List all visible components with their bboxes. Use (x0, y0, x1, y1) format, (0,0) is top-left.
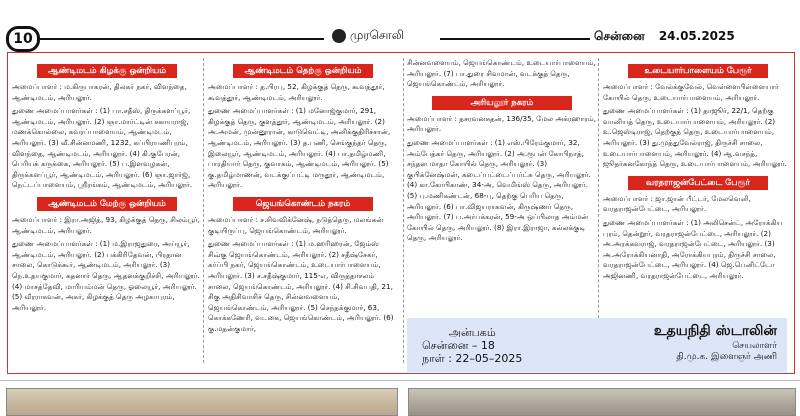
signatory-wing: தி.மு.க. இளைஞர் அணி (676, 352, 777, 362)
dateline (590, 29, 739, 45)
column-1 (12, 58, 202, 316)
section-title: வரதராஜன்பேட்டை பேரூர் (628, 176, 768, 190)
date-line: நாள் : 22–05–2025 (422, 352, 523, 365)
column-divider (203, 58, 204, 363)
paragraph: அமைப்பாளர் : வேல்க்குவேல், வெள்ளைபிள்ளையார் கோயில் தெரு, உடையார்பாளையம், அரியலூர். (603, 82, 779, 102)
paragraph: துணை அமைப்பாளர்கள் : (1) தாஜூர், 22/1, தெற்கு வானியத் தெரு, உடையார்பாளையம், அரியலூர். (2) உ.ஜெஸ்டிராஜ், தெற்குத் தெரு, உடையார்பாளையம், அரியலூர். (3) து.முத்துவேல்ராஜ், திருச்சி சாலை, உடையார்பாளையம், அரியலூர். (4) ஆ.வசந்த், ஜூதர்கனகோந்த் தெரு, உடையார்பாளையம், அரியலூர். (603, 106, 787, 169)
paragraph: அமைப்பாளர் : ஜா.ஜான் பீட்டர், மேலவெளி, வரதராஜன்பேட்டை, அரியலூர். (603, 193, 751, 214)
paragraph: துணை அமைப்பாளர்கள் : (1) ம.ஹரிஹரன், ஜேம்ஸ் சிவ்கு ஜெயங்கொண்டம், அரியலூர். (2) சதீஷ்சேகர், கர்ப்பி நகர், ஜெயங்கொண்டம், உடையார்பாளையம், அரியலூர். (3) ச.சதீஷ்குமார், 115-எ, விருத்தாசலம் சாலை, ஜெயங்கொண்டம், அரியலூர். (4) சி.சிவபதி, 21, சிகு அதிசிவாசிச் தெரு, சின்னவளையம், ஜெயங்கொண்டம், அரியலூர். (5) செந்தக்குமார், 63, கொக்கணேரி, வடகை, ஜெயங்கொண்டம், அரியலூர். (6) கு.மதன்குமார், (208, 239, 394, 333)
paragraph: அமைப்பாளர் : ச.சிவவிக்னேஷ், நடுத்தெரு, மலங்கன் குடியிருப்பு, ஜெயங்கொண்டம், அரியலூர். (208, 214, 384, 235)
masthead (328, 28, 408, 44)
news-photo (6, 388, 398, 416)
paragraph: துணை அமைப்பாளர்கள் : (1) அலிசென்ட், அரோக்கிய புரம், தென்றூர், வரதராஜன்பேட்டை, அரியலூர். (2) அ.அரக்கவராஜ், வரதராஜன்பேட்டை, அரியலூர். (3) அ.அரோக்கியனாதி, அரோக்கியபுரம், திருச்சி சாலை, வரதராஜன்பேட்டை, அரியலூர். (4) ஜெ.பெனிட்டோ அஜினணி, வரதராஜன்பேட்டை, அரியலூர். (603, 217, 783, 280)
header-rule-mid (440, 38, 590, 40)
paragraph: துணை அமைப்பாளர்கள் : (1) எஸ்.பிரேம்குமார், 32, அம்பேத்கர் தெரு, அரியலூர். (2) அ.ரூபன் கோபிநாத், சந்தன மாதா கோயில் தெரு, அரியலூர். (3) குபிக்னேஷ்மன், கடைப்பட்டைப்பர்ட்சு தெரு, அரியலூர். (4) கா.கோபிகாண், 34-அ, வெமிங்ஸ் தெரு, அரியலூர். (5) பு.மணிகண்டன், 68-பு, தெற்கு பெரிய தெரு, அரியலூர். (6) பா.விஜயராகவன், கிருஷ்ணர் தெரு, அரியலூர். (7) ப.அர்பக்கரன், 59-அ ஒப்பிலாத அம்மன் கோயில் தெரு, அரியலூர். (8) இரா.இராஜா, கல்லக்குடி தெரு, அரியலூர். (407, 137, 591, 243)
column-2 (208, 58, 398, 337)
paragraph: துணை அமைப்பாளர்கள் : (1) ம.இராஜதுரை, அய்யூர், ஆண்டிமடம், அரியலூர். (2) பக்கிரிதேவன், பிரதான சாலை, கொடுக்கூர், ஆண்டிமடம், அரியலூர். (3) நெ.உதயகுமார், கதனார் தெரு, ஆதனக்குறிச்சி, அரியலூர். (4) மாசத்தேவி, மாரியம்மன் தெரு, ஓலையூர், அரியலூர். (5) வீரராகவன், அசுர், கிழக்குத் தெரு அழகாபுரம், அரியலூர். (12, 239, 200, 312)
signature-place-date (422, 326, 522, 365)
dateline-city: சென்னை (594, 29, 645, 43)
signatory-block (617, 323, 777, 363)
header-rule-left (38, 38, 324, 40)
section-title: ஆண்டிமடம் தெற்கு ஒன்றியம் (233, 64, 373, 78)
place: சென்னை – 18 (422, 339, 495, 352)
signature-box (407, 318, 787, 372)
page-header (0, 0, 800, 47)
paragraph: அமைப்பாளர் : தசரவனசுதன், 136/35, மேல அக்ரஹாரம், அரியலூர். (407, 113, 597, 134)
section-title: ஆண்டிமடம் மேற்கு ஒன்றியம் (37, 197, 177, 211)
page-number: 10 (6, 26, 40, 52)
section-title: ஆண்டிமடம் கிழக்கு ஒன்றியம் (37, 64, 177, 78)
org-name: அன்பகம் (448, 326, 496, 339)
paragraph: அமைப்பாளர் : த.பிரபு, 52, கிழக்குத் தெரு, கூவத்தூர், கூவத்தூர், ஆண்டிமடம், அரியலூர். (208, 82, 385, 102)
signatory-name: உதயநிதி ஸ்டாலின் (653, 323, 777, 339)
paragraph: சின்னவளையம், ஜெயங்கொண்டம், உடையார்பாளையம், அரியலூர். (7) பா.துரை சிவமான், வடக்குத் தெரு, ஜெயங்கொண்டம், அரியலூர். (407, 58, 596, 89)
column-divider (403, 58, 404, 363)
masthead-title: முரசொலி (350, 28, 404, 42)
bottom-divider (0, 380, 800, 381)
section-title: உடையார்பாளையம் பேரூர் (628, 64, 768, 78)
signatory-role: செயலாளர் (732, 341, 777, 351)
paragraph: அமைப்பாளர் : ம.கிருபாகரன், திலகர் நகர், விளந்தை, ஆண்டிமடம், அரியலூர். (12, 82, 187, 102)
column-3 (407, 58, 597, 247)
section-title: அரியலூர் நகரம் (432, 96, 572, 110)
paragraph: துணை அமைப்பாளர்கள் : (1) பா.சதீஸ், திருக்களப்பூர், ஆண்டிமடம், அரியலூர். (2) ஞா.மார்ட்டின் சகாயராஜ், மணக்கொல்லை, கவரப்பாளையம், ஆண்டிமடம், அரியலூர். (3) வீ.சின்னமணி, 1232, கப்பிரயணிபுரம், விளந்தை, ஆண்டிமடம், அரியலூர். (4) கி.குபேரன், பெரியக் கருக்கை, அரியலூர். (5) ப.இளவழகன், திருக்களப்பூர், ஆண்டிமடம், அரியலூர். (6) ஞா.ஜார்ஜ், நெட்டப்பாளையம், ஸ்ரீரங்கம், ஆண்டிமடம், அரியலூர். (12, 106, 193, 190)
masthead-logo-icon (332, 29, 346, 43)
column-4 (603, 58, 793, 285)
paragraph: அமைப்பாளர் : இரா.அஜித், 93, கிழக்குத் தெரு, சிலம்பூர், ஆண்டிமடம், அரியலூர். (12, 214, 200, 235)
section-title: ஜெயங்கொண்டம் நகரம் (233, 197, 373, 211)
dateline-date: 24.05.2025 (658, 29, 735, 43)
paragraph: துணை அமைப்பாளர்கள் : (1) மனோஜ்குமார், 291, கிழக்குத் தெரு, குளத்தூர், ஆண்டிமடம், அரியலூர். (2) அ.அமன், முன்னூரான், காடுவெட்டி, அனிக்குதிரிச்சான், ஆண்டிமடம், அரியலூர். (3) த.பணி, செங்குந்தர் தெரு, இலையூர், ஆண்டிமடம், அரியலூர். (4) பா.தமிழ்மணி, பாரதியார் தெரு, குவாகம், ஆண்டிமடம், அரியலூர். (5) கு.தமிழ்மாணன், வடக்குப்பட்டி மருதூர், ஆண்டிமடம், அரியலூர். (208, 106, 391, 190)
news-photo (408, 388, 796, 416)
